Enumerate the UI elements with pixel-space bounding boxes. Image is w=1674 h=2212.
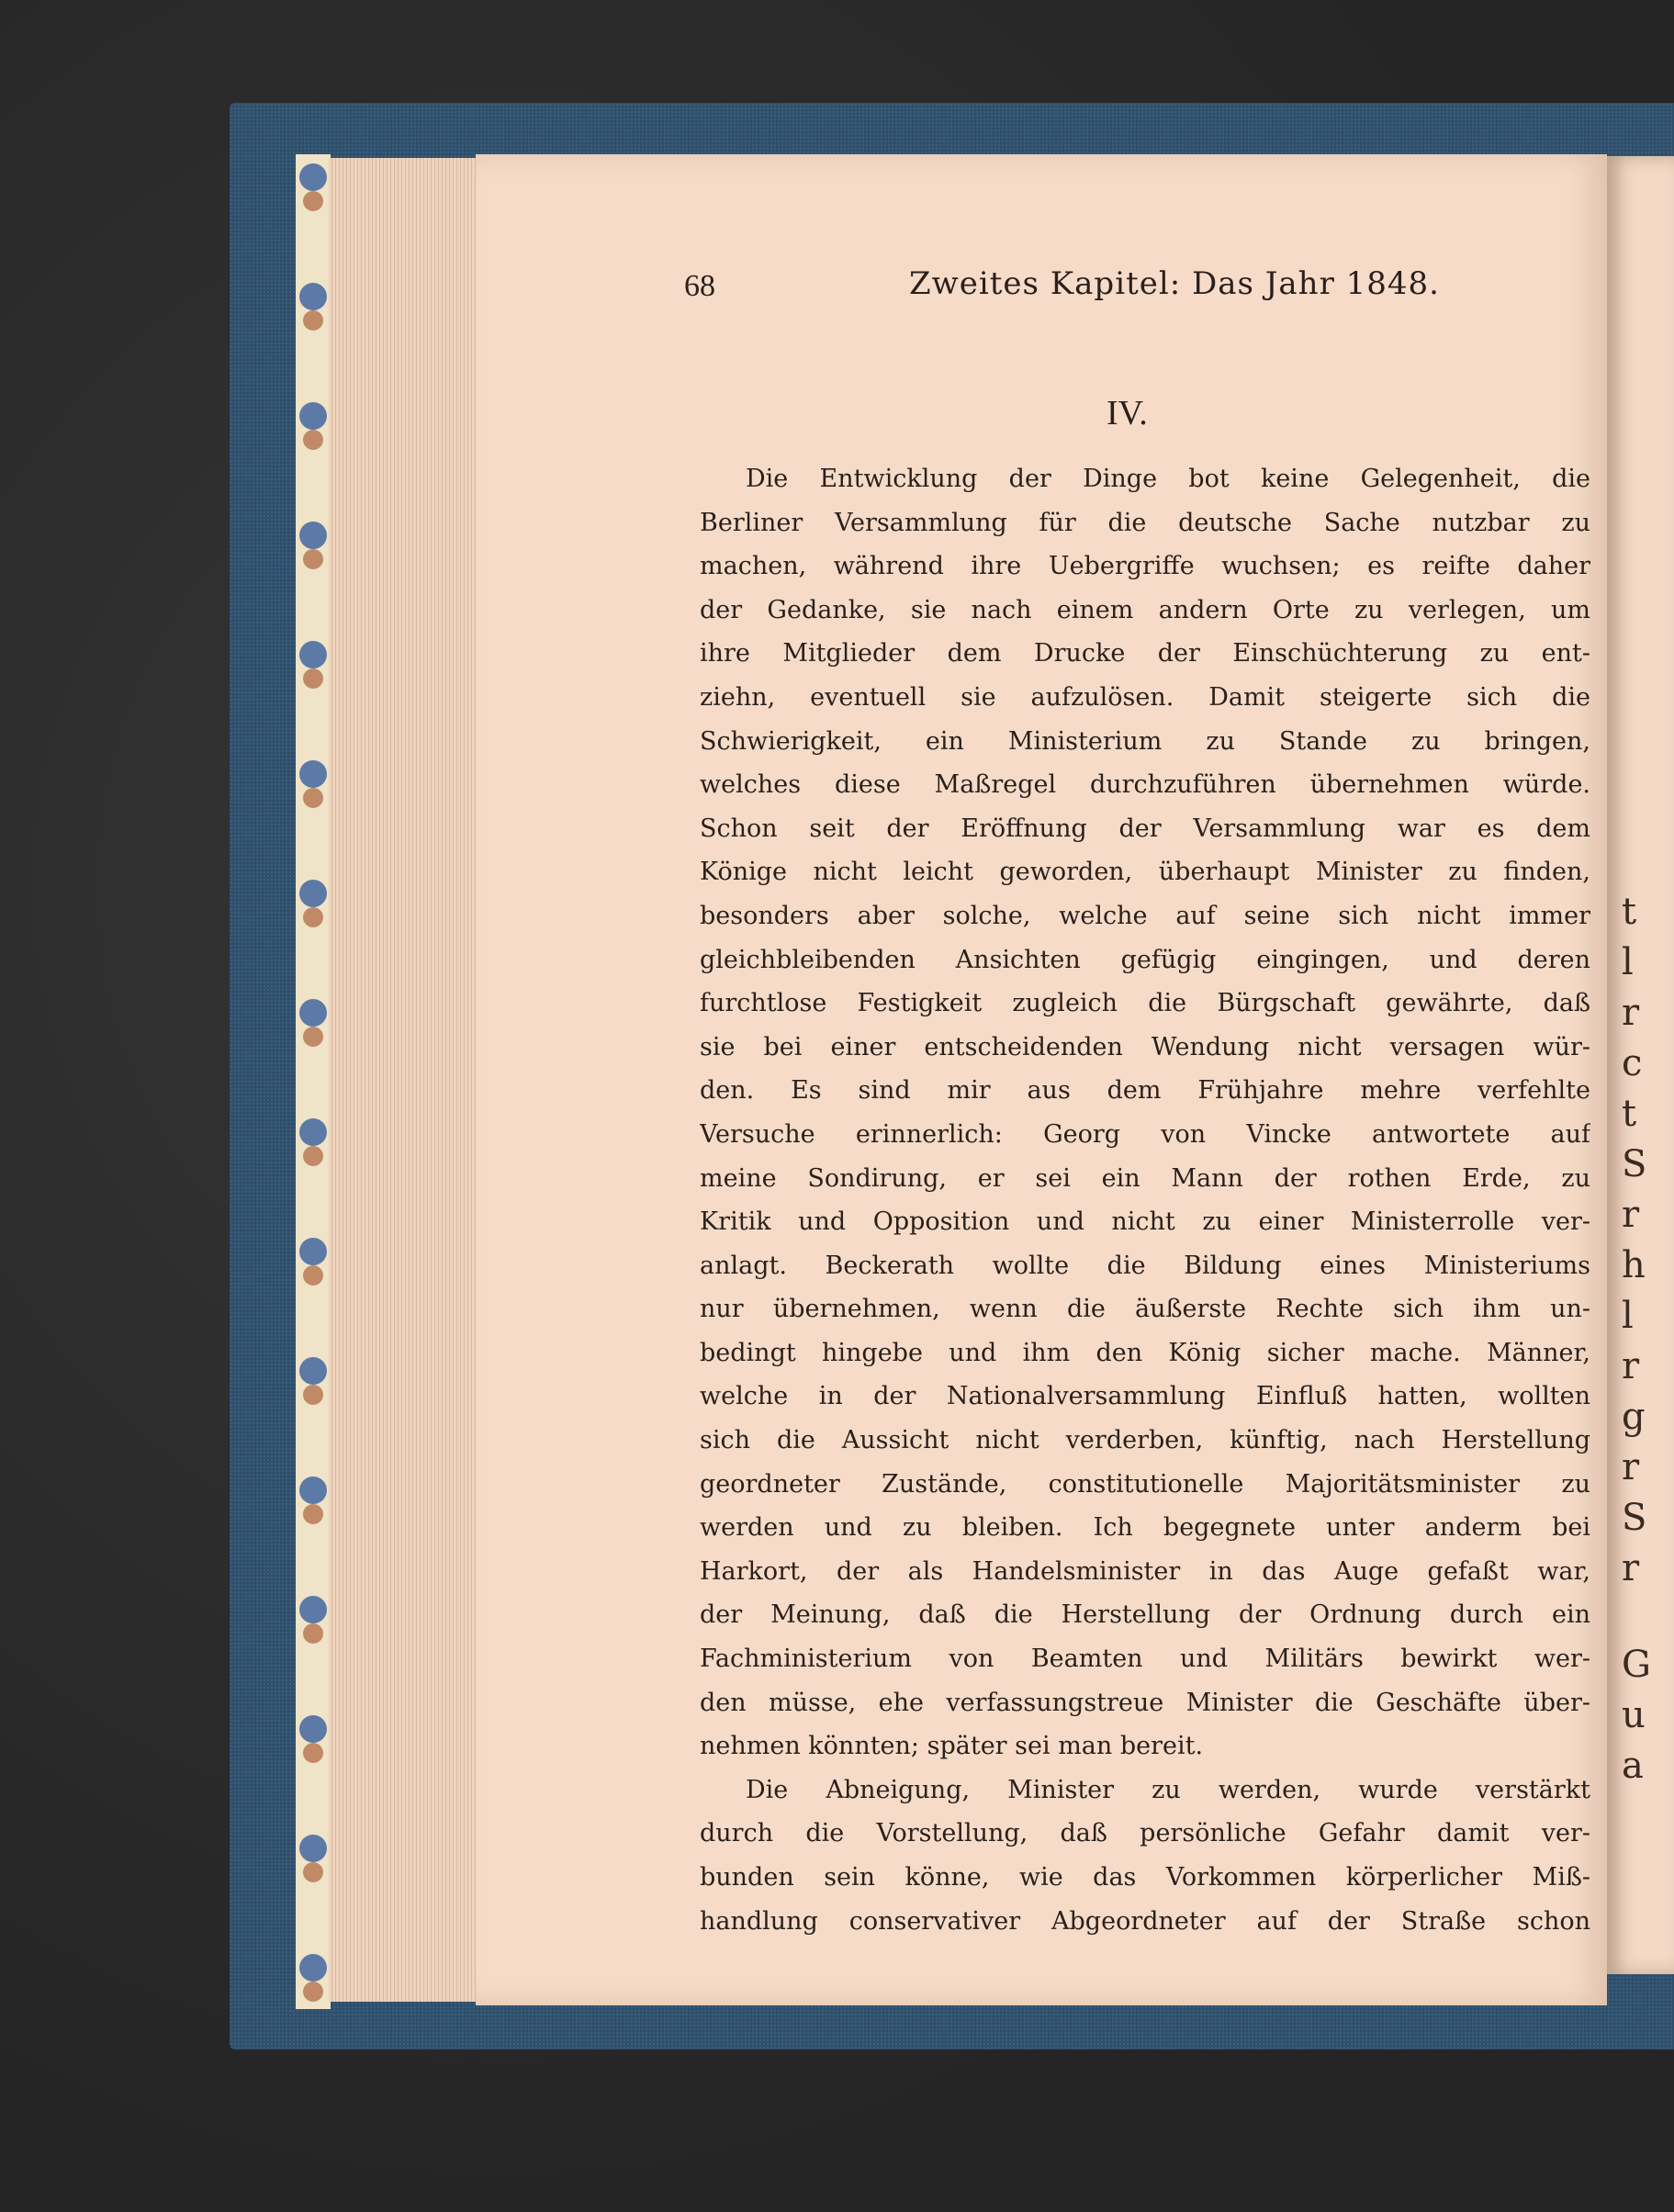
- next-page-fragment: h: [1622, 1244, 1646, 1286]
- flower-ornament-icon: [299, 1238, 327, 1265]
- flower-ornament-icon: [299, 1596, 327, 1623]
- text-line: Schwierigkeit, ein Ministerium zu Stande zu bringen,: [700, 726, 1590, 756]
- text-line: welche in der Nationalversammlung Einfluß hatten, wollten: [700, 1382, 1590, 1411]
- text-line: furchtlose Festigkeit zugleich die Bürgschaft gewährte, daß: [700, 989, 1590, 1018]
- next-page-fragment: u: [1622, 1694, 1646, 1736]
- text-line: machen, während ihre Uebergriffe wuchsen; es reifte daher: [700, 552, 1590, 581]
- flower-ornament-icon: [299, 1477, 327, 1504]
- flower-ornament-icon: [299, 163, 327, 191]
- next-page-fragment: c: [1622, 1042, 1643, 1084]
- text-line: besonders aber solche, welche auf seine sich nicht immer: [700, 901, 1590, 930]
- next-page-fragment: r: [1622, 1345, 1640, 1387]
- text-line: Die Abneigung, Minister zu werden, wurde verstärkt: [746, 1775, 1590, 1804]
- flower-ornament-icon: [299, 1954, 327, 1982]
- text-line: Versuche erinnerlich: Georg von Vincke antwortete auf: [700, 1119, 1590, 1149]
- next-page-fragment: S: [1622, 1143, 1647, 1185]
- text-line: meine Sondirung, er sei ein Mann der rothen Erde, zu: [700, 1163, 1590, 1193]
- flower-ornament-icon: [299, 760, 327, 788]
- text-line: ihre Mitglieder dem Drucke der Einschüchterung zu ent-: [700, 639, 1590, 668]
- flower-ornament-icon: [299, 880, 327, 907]
- body-text: [700, 457, 1590, 1943]
- section-heading: IV.: [1107, 394, 1148, 432]
- running-header: [684, 260, 1511, 315]
- next-page-fragment: S: [1622, 1497, 1647, 1539]
- text-line: der Meinung, daß die Herstellung der Ordnung durch ein: [700, 1600, 1590, 1630]
- text-line: bunden sein könne, wie das Vorkommen körperlicher Miß-: [700, 1863, 1590, 1892]
- next-page-fragment: r: [1622, 1194, 1640, 1236]
- next-page-fragment: g: [1622, 1396, 1646, 1438]
- text-line: geordneter Zustände, constitutionelle Majoritätsminister zu: [700, 1469, 1590, 1499]
- text-line: Schon seit der Eröffnung der Versammlung war es dem: [700, 814, 1590, 843]
- flower-ornament-icon: [299, 522, 327, 549]
- text-line: Harkort, der als Handelsminister in das Auge gefaßt war,: [700, 1556, 1590, 1586]
- flower-ornament-icon: [299, 283, 327, 310]
- text-line: nehmen könnten; später sei man bereit.: [700, 1732, 1204, 1761]
- text-line: sich die Aussicht nicht verderben, künftig, nach Herstellung: [700, 1426, 1590, 1455]
- next-page-fragment: l: [1622, 941, 1634, 983]
- page-edges: [329, 158, 476, 2002]
- text-line: ziehn, eventuell sie aufzulösen. Damit steigerte sich die: [700, 682, 1590, 712]
- flower-ornament-icon: [299, 641, 327, 668]
- text-line: Berliner Versammlung für die deutsche Sache nutzbar zu: [700, 508, 1590, 537]
- flower-ornament-icon: [299, 402, 327, 430]
- next-page-fragment: G: [1622, 1644, 1651, 1686]
- next-page-fragment: t: [1622, 1093, 1637, 1135]
- flower-ornament-icon: [299, 1357, 327, 1385]
- next-page-fragment: r: [1622, 992, 1640, 1034]
- text-line: Kritik und Opposition und nicht zu einer Ministerrolle ver-: [700, 1207, 1590, 1237]
- text-line: den. Es sind mir aus dem Frühjahre mehre verfehlte: [700, 1076, 1590, 1106]
- text-line: welches diese Maßregel durchzuführen übernehmen würde.: [700, 770, 1590, 800]
- text-line: gleichbleibenden Ansichten gefügig eingingen, und deren: [700, 945, 1590, 974]
- text-line: Fachministerium von Beamten und Militärs bewirkt wer-: [700, 1645, 1590, 1674]
- next-page-fragment: r: [1622, 1547, 1640, 1589]
- text-line: den müsse, ehe verfassungstreue Minister die Geschäfte über-: [700, 1688, 1590, 1717]
- flower-ornament-icon: [299, 1118, 327, 1146]
- flower-ornament-icon: [299, 1835, 327, 1862]
- next-page-fragment: a: [1622, 1745, 1644, 1787]
- next-page-fragment: t: [1622, 891, 1637, 933]
- text-line: bedingt hingebe und ihm den König sicher mache. Männer,: [700, 1338, 1590, 1367]
- next-page-edge: [1607, 156, 1674, 1974]
- text-line: der Gedanke, sie nach einem andern Orte zu verlegen, um: [700, 595, 1590, 624]
- text-line: Die Entwicklung der Dinge bot keine Gelegenheit, die: [746, 465, 1590, 493]
- text-line: nur übernehmen, wenn die äußerste Rechte sich ihm un-: [700, 1295, 1590, 1324]
- text-line: handlung conservativer Abgeordneter auf der Straße schon: [700, 1906, 1590, 1936]
- page-number: 68: [684, 269, 715, 303]
- text-line: durch die Vorstellung, daß persönliche Gefahr damit ver-: [700, 1819, 1590, 1848]
- decorative-endpaper: [296, 154, 331, 2009]
- text-line: sie bei einer entscheidenden Wendung nicht versagen wür-: [700, 1032, 1590, 1061]
- text-line: werden und zu bleiben. Ich begegnete unter anderm bei: [700, 1513, 1590, 1543]
- next-page-fragment: r: [1622, 1446, 1640, 1488]
- next-page-fragment: l: [1622, 1295, 1634, 1337]
- flower-ornament-icon: [299, 999, 327, 1027]
- text-line: anlagt. Beckerath wollte die Bildung eines Ministeriums: [700, 1251, 1590, 1280]
- text-line: Könige nicht leicht geworden, überhaupt Minister zu finden,: [700, 858, 1590, 887]
- running-title: Zweites Kapitel: Das Jahr 1848.: [909, 265, 1440, 302]
- flower-ornament-icon: [299, 1715, 327, 1743]
